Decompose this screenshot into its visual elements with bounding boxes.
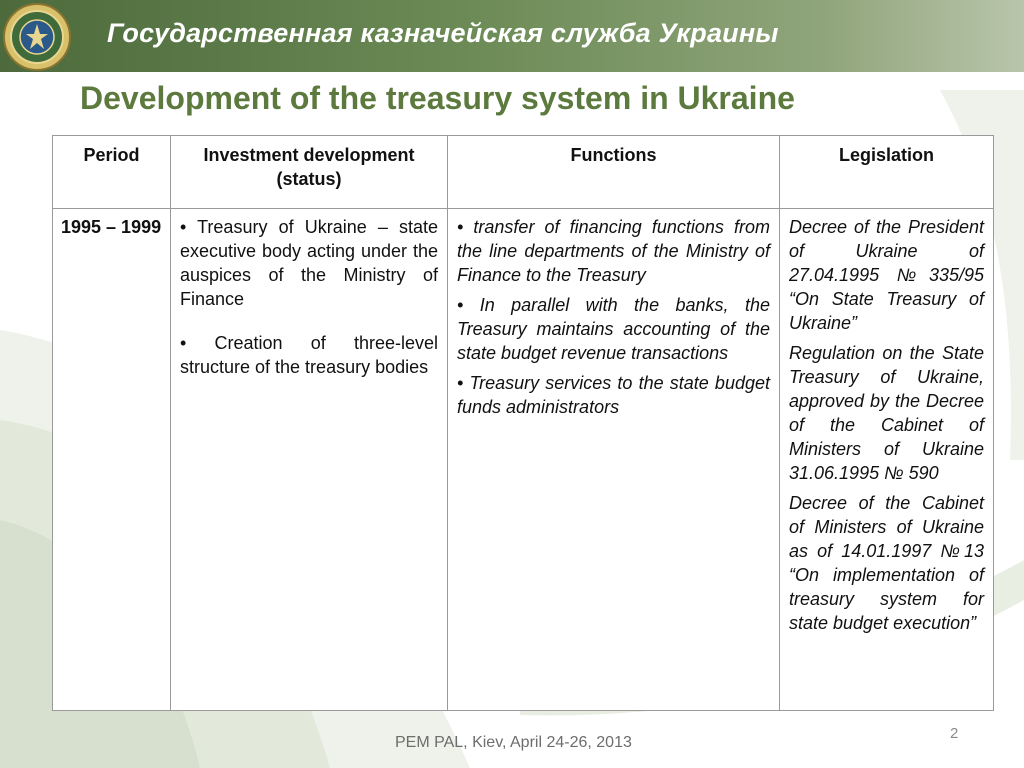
treasury-development-table (52, 135, 994, 711)
footer-text: PEM PAL, Kiev, April 24-26, 2013 (395, 734, 632, 751)
legislation-item: Decree of the Cabinet of Ministers of Ukraine as of 14.01.1997 №13 “On implementation of treasury system for state budget execution” (789, 493, 984, 633)
legislation-cell (780, 209, 994, 711)
functions-cell (448, 209, 780, 711)
header-investment: Investment development (status) (171, 136, 448, 209)
function-item: • transfer of financing functions from the line departments of the Ministry of Finance to the Treasury (457, 217, 770, 285)
investment-cell (171, 209, 448, 711)
header-functions: Functions (448, 136, 780, 209)
table-header-row (53, 136, 994, 209)
investment-item: • Creation of three-level structure of the treasury bodies (180, 333, 438, 377)
legislation-item: Decree of the President of Ukraine of 27.04.1995 №335/95 “On State Treasury of Ukraine” (789, 217, 984, 333)
page-number: 2 (950, 725, 959, 742)
header-period: Period (53, 136, 171, 209)
function-item: • In parallel with the banks, the Treasury maintains accounting of the state budget revenue transactions (457, 295, 770, 363)
header-title: Государственная казначейская служба Украины (107, 18, 779, 48)
slide-title: Development of the treasury system in Ukraine (80, 80, 795, 116)
table-row (53, 209, 994, 711)
investment-item: • Treasury of Ukraine – state executive body acting under the auspices of the Ministry of Finance (180, 217, 438, 309)
function-item: • Treasury services to the state budget funds administrators (457, 373, 770, 417)
period-cell: 1995 – 1999 (53, 209, 171, 711)
treasury-emblem-icon (2, 2, 72, 72)
legislation-item: Regulation on the State Treasury of Ukraine, approved by the Decree of the Cabinet of Ministers of Ukraine 31.06.1995 № 590 (789, 343, 984, 483)
header-legislation: Legislation (780, 136, 994, 209)
